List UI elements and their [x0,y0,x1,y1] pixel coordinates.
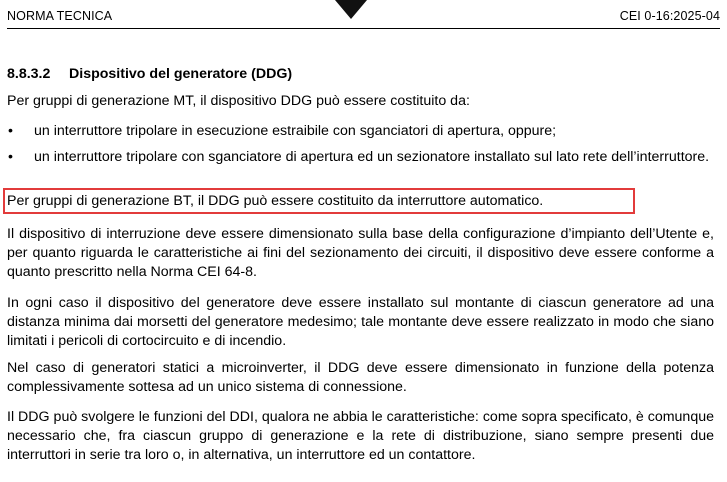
bullet-icon: • [8,123,13,139]
paragraph-installation: In ogni caso il dispositivo del generatore deve essere installato sul montante di ciascun generatore ad una distanza minima dai morsetti del generatore medesimo; tale montante deve essere realizzato in modo che siano limitati i pericoli di cortocircuito e di incendio. [7,295,714,349]
bullet-icon: • [8,149,13,165]
highlighted-paragraph: Per gruppi di generazione BT, il DDG può essere costituito da interruttore automatico. [7,193,544,209]
list-item [7,122,714,141]
triangle-marker-icon [335,0,367,19]
paragraph-microinverter: Nel caso di generatori statici a microinverter, il DDG deve essere dimensionato in funzione della potenza complessivamente sottesa ad un unico sistema di connessione. [7,360,714,395]
paragraph-sizing: Il dispositivo di interruzione deve essere dimensionato sulla base della configurazione d’impianto dell’Utente e, per quanto riguarda le caratteristiche ai fini del sezionamento dei circuiti, il dispositivo deve essere conforme a quanto prescritto nella Norma CEI 64-8. [7,226,714,280]
list-item-text: un interruttore tripolare in esecuzione estraibile con sganciatori di apertura, oppure; [34,123,557,139]
section-number: 8.8.3.2 [7,66,51,82]
header-document-type: NORMA TECNICA [7,9,113,23]
intro-paragraph: Per gruppi di generazione MT, il dispositivo DDG può essere costituito da: [7,93,470,109]
section-title: Dispositivo del generatore (DDG) [69,66,293,82]
header-divider [7,28,720,29]
list-item [7,148,714,167]
section-heading [7,66,292,82]
header-standard-code: CEI 0-16:2025-04 [619,9,720,23]
list-item-text: un interruttore tripolare con sganciatore di apertura ed un sezionatore installato sul lato rete dell’interruttore. [34,149,710,165]
paragraph-ddi-functions: Il DDG può svolgere le funzioni del DDI, qualora ne abbia le caratteristiche: come sopra specificato, è comunque necessario che, fra ciascun gruppo di generazione e la rete di distribuzione, siano sempre presenti due interruttori in serie tra loro o, in alternativa, un interruttore ed un contattore. [7,409,714,463]
